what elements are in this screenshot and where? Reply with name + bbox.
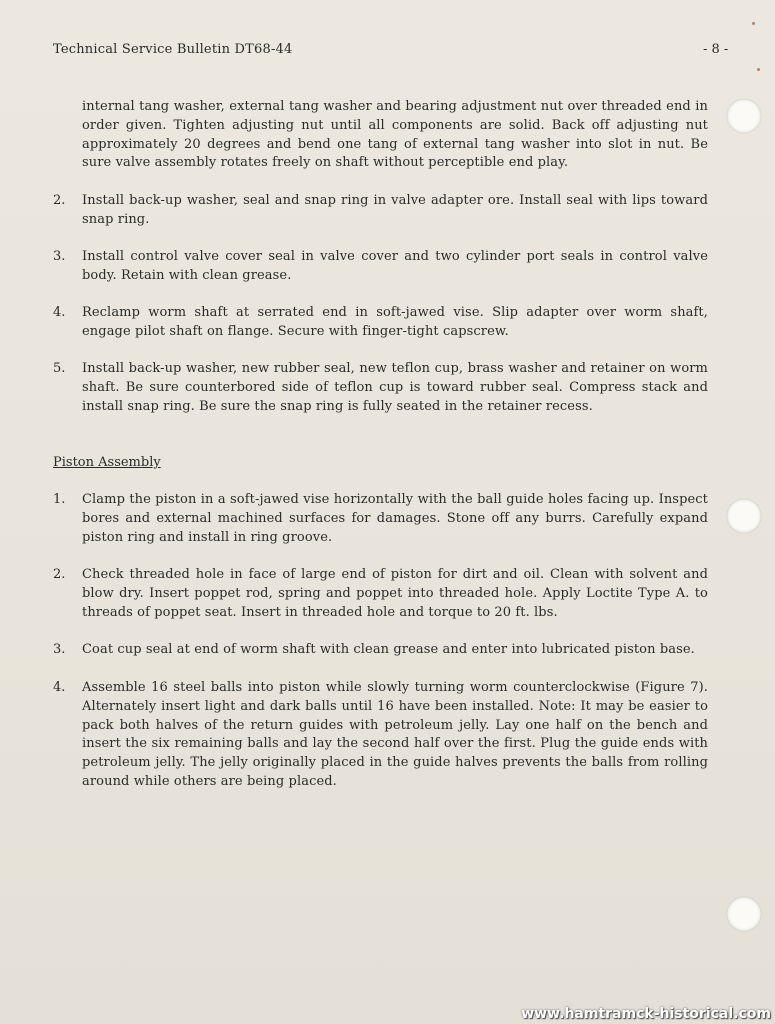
site-watermark: www.hamtramck-historical.com (521, 1006, 771, 1022)
binder-hole (727, 897, 761, 931)
step-text: Install control valve cover seal in valve cover and two cylinder port seals in control valve body. Retain with clean grease. (82, 249, 708, 283)
page-number: - 8 - (703, 42, 729, 57)
step-number: 5. (53, 361, 66, 376)
step-text: Coat cup seal at end of worm shaft with clean grease and enter into lubricated piston base. (82, 642, 695, 657)
binder-hole (727, 499, 761, 533)
step-number: 4. (53, 305, 66, 320)
step-text: Install back-up washer, new rubber seal, new teflon cup, brass washer and retainer on worm shaft. Be sure counterbored side of teflon cup is toward rubber seal. Compress stack and install snap ring. Be sure the snap ring is fully seated in the retainer recess. (82, 361, 708, 414)
step-number: 3. (53, 249, 66, 264)
section-heading: Piston Assembly (53, 455, 161, 470)
step-text: Clamp the piston in a soft-jawed vise horizontally with the ball guide holes facing up. Inspect bores and external machined surfaces for damages. Stone off any burrs. Carefully expand piston ring and install in ring groove. (82, 492, 708, 545)
continuation-paragraph: internal tang washer, external tang washer and bearing adjustment nut over threaded end in order given. Tighten adjusting nut until all components are solid. Back off adjusting nut approximately 20 degrees and bend one tang of external tang washer into slot in nut. Be sure valve assembly rotates freely on shaft without perceptible end play. (82, 99, 708, 171)
step-number: 2. (53, 567, 66, 582)
step-text: Reclamp worm shaft at serrated end in soft-jawed vise. Slip adapter over worm shaft, engage pilot shaft on flange. Secure with finger-tight capscrew. (82, 305, 708, 339)
step-text: Check threaded hole in face of large end of piston for dirt and oil. Clean with solvent and blow dry. Insert poppet rod, spring and poppet into threaded hole. Apply Loctite Type A. to threads of poppet seat. Insert in threaded hole and torque to 20 ft. lbs. (82, 567, 708, 620)
bulletin-title: Technical Service Bulletin DT68-44 (53, 42, 293, 57)
binder-hole (727, 99, 761, 133)
step-number: 4. (53, 680, 66, 695)
step-text: Assemble 16 steel balls into piston while slowly turning worm counterclockwise (Figure 7). Alternately insert light and dark balls until 16 have been installed. Note: It may be easier to pack both halves of the return guides with petroleum jelly. Lay one half on the bench and insert the six remaining balls and lay the second half over the first. Plug the guide ends with petroleum jelly. The jelly originally placed in the guide halves prevents the balls from rolling around while others are being placed. (82, 680, 708, 789)
step-number: 3. (53, 642, 66, 657)
step-number: 2. (53, 193, 66, 208)
step-number: 1. (53, 492, 66, 507)
paper-speck (757, 68, 760, 71)
step-text: Install back-up washer, seal and snap ring in valve adapter ore. Install seal with lips toward snap ring. (82, 193, 708, 227)
paper-speck (752, 22, 755, 25)
